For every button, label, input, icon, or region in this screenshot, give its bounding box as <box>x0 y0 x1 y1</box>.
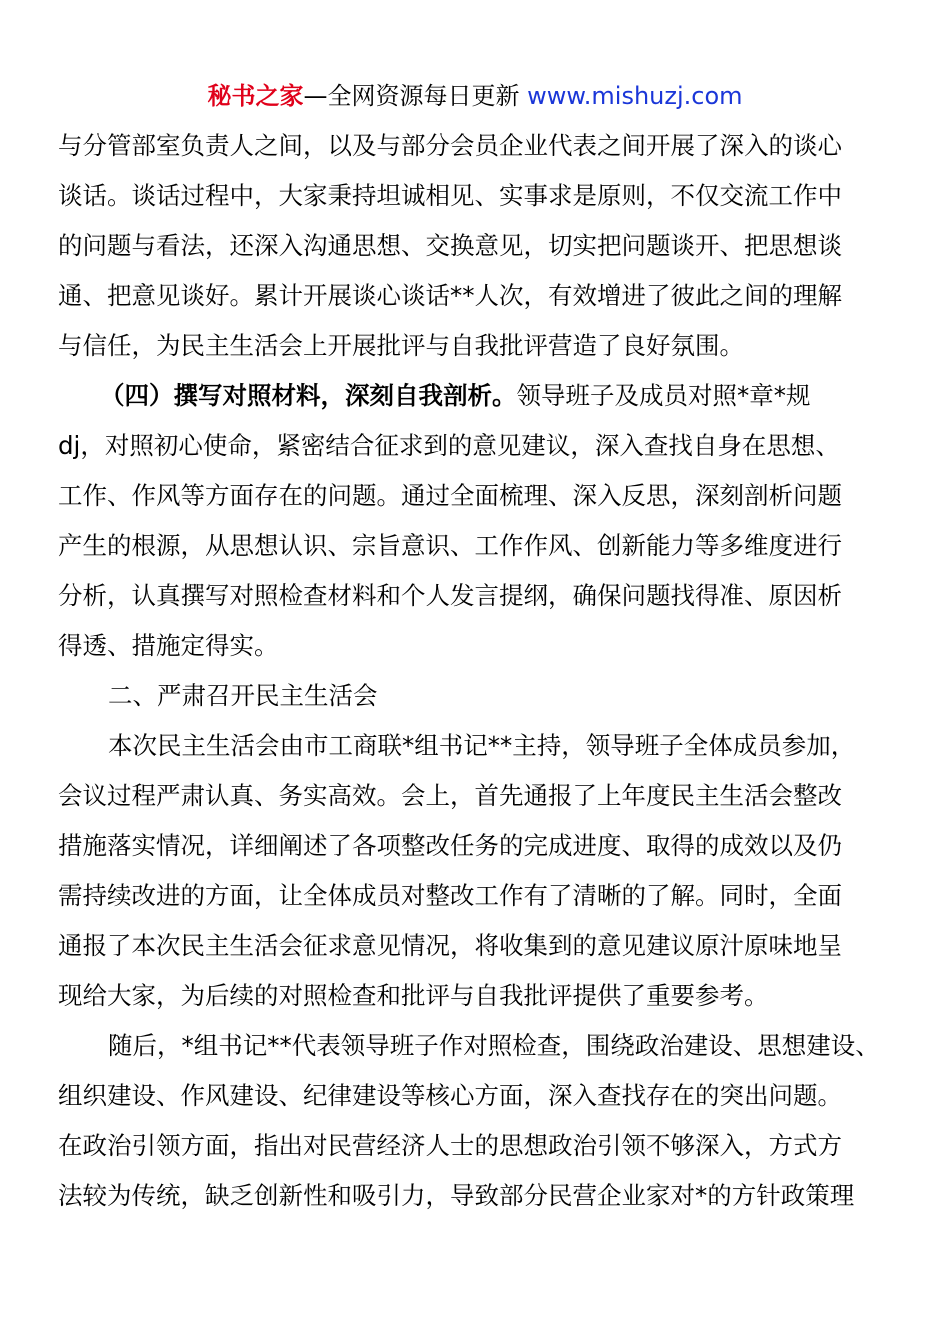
brand-name: 秘书之家 <box>207 82 304 110</box>
text-line: 本次民主生活会由市工商联*组书记**主持，领导班子全体成员参加， <box>108 731 856 760</box>
text-line: dj，对照初心使命，紧密结合征求到的意见建议，深入查找自身在思想、 <box>58 431 840 460</box>
subsection-heading-line <box>58 371 903 421</box>
text-line: 与信任，为民主生活会上开展批评与自我批评营造了良好氛围。 <box>58 331 744 360</box>
section-title: 二、严肃召开民主生活会 <box>108 681 378 710</box>
text-line: 通报了本次民主生活会征求意见情况，将收集到的意见建议原汁原味地呈 <box>58 931 842 960</box>
site-header <box>0 80 950 112</box>
text-line: 产生的根源，从思想认识、宗旨意识、工作作风、创新能力等多维度进行 <box>58 531 842 560</box>
subsection-text: 领导班子及成员对照*章*规 <box>516 381 811 410</box>
site-url[interactable]: www.mishuzj.com <box>527 82 743 110</box>
text-line: 与分管部室负责人之间，以及与部分会员企业代表之间开展了深入的谈心 <box>58 131 842 160</box>
text-line: 工作、作风等方面存在的问题。通过全面梳理、深入反思，深刻剖析问题 <box>58 481 842 510</box>
text-line: 随后，*组书记**代表领导班子作对照检查，围绕政治建设、思想建设、 <box>108 1031 880 1060</box>
text-line: 谈话。谈话过程中，大家秉持坦诚相见、实事求是原则，不仅交流工作中 <box>58 181 842 210</box>
text-line: 得透、措施定得实。 <box>58 631 279 660</box>
header-tagline: —全网资源每日更新 <box>303 82 528 110</box>
text-line: 的问题与看法，还深入沟通思想、交换意见，切实把问题谈开、把思想谈 <box>58 231 842 260</box>
text-line: 在政治引领方面，指出对民营经济人士的思想政治引领不够深入，方式方 <box>58 1131 842 1160</box>
text-line: 通、把意见谈好。累计开展谈心谈话**人次，有效增进了彼此之间的理解 <box>58 281 842 310</box>
document-body <box>58 121 903 1221</box>
text-line: 措施落实情况，详细阐述了各项整改任务的完成进度、取得的成效以及仍 <box>58 831 842 860</box>
text-line: 法较为传统，缺乏创新性和吸引力，导致部分民营企业家对*的方针政策理 <box>58 1181 855 1210</box>
text-line: 分析，认真撰写对照检查材料和个人发言提纲，确保问题找得准、原因析 <box>58 581 842 610</box>
text-line: 会议过程严肃认真、务实高效。会上，首先通报了上年度民主生活会整改 <box>58 781 842 810</box>
text-line: 组织建设、作风建设、纪律建设等核心方面，深入查找存在的突出问题。 <box>58 1081 842 1110</box>
text-line: 需持续改进的方面，让全体成员对整改工作有了清晰的了解。同时，全面 <box>58 881 842 910</box>
subsection-heading: （四）撰写对照材料，深刻自我剖析。 <box>100 381 517 410</box>
text-line: 现给大家，为后续的对照检查和批评与自我批评提供了重要参考。 <box>58 981 769 1010</box>
